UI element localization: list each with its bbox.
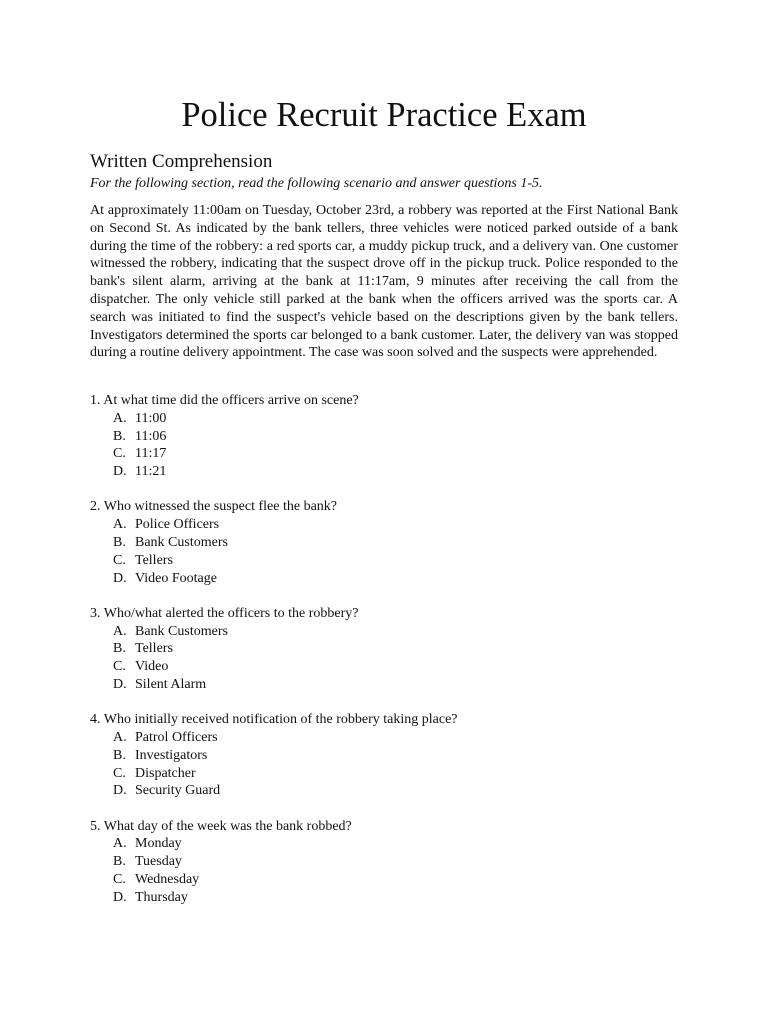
answer-option <box>90 445 678 463</box>
section-heading: Written Comprehension <box>90 151 273 172</box>
answer-option <box>90 853 678 871</box>
option-letter: C. <box>113 659 126 675</box>
option-text: Dispatcher <box>135 765 196 781</box>
answer-option <box>90 640 678 658</box>
option-letter: B. <box>113 641 126 657</box>
option-text: Tuesday <box>135 854 182 870</box>
answer-option <box>90 729 678 747</box>
option-text: Police Officers <box>135 517 220 533</box>
question-5 <box>90 818 678 907</box>
question-2 <box>90 498 678 587</box>
option-letter: C. <box>113 552 126 568</box>
answer-option <box>90 765 678 783</box>
option-letter: D. <box>113 464 127 480</box>
option-letter: B. <box>113 428 126 444</box>
option-text: Thursday <box>135 889 188 905</box>
answer-options <box>90 516 678 587</box>
section-instructions: For the following section, read the following scenario and answer questions 1-5. <box>90 176 543 191</box>
scenario-paragraph: At approximately 11:00am on Tuesday, October 23rd, a robbery was reported at the First National Bank on Second St. As indicated by the bank tellers, three vehicles were noticed parked outside of a bank during the time of the robbery: a red sports car, a muddy pickup truck, and a delivery van. One customer witnessed the robbery, indicating that the suspect drove off in the pickup truck. Police responded to the bank's silent alarm, arriving at the bank at 11:17am, 9 minutes after receiving the call from the dispatcher. The only vehicle still parked at the bank when the officers arrived was the sports car. A search was initiated to find the suspect's vehicle based on the descriptions given by the bank tellers. Investigators determined the sports car belonged to a bank customer. Later, the delivery van was stopped during a routine delivery appointment. The case was soon solved and the suspects were apprehended. <box>90 203 678 361</box>
option-text: Video <box>135 659 169 675</box>
option-text: 11:06 <box>135 428 167 444</box>
answer-option <box>90 623 678 641</box>
option-letter: A. <box>113 517 127 533</box>
answer-option <box>90 871 678 889</box>
option-text: Investigators <box>135 747 208 763</box>
question-text: 3. Who/what alerted the officers to the robbery? <box>90 605 359 621</box>
option-letter: C. <box>113 446 126 462</box>
option-text: Tellers <box>135 552 173 568</box>
question-text: 2. Who witnessed the suspect flee the bank? <box>90 499 338 515</box>
option-letter: A. <box>113 729 127 745</box>
option-text: Video Footage <box>135 570 217 586</box>
question-3 <box>90 605 678 694</box>
option-letter: D. <box>113 889 127 905</box>
answer-options <box>90 410 678 481</box>
option-text: Bank Customers <box>135 534 228 550</box>
option-text: Wednesday <box>135 871 200 887</box>
option-letter: D. <box>113 676 127 692</box>
answer-options <box>90 729 678 800</box>
answer-option <box>90 747 678 765</box>
question-list <box>90 392 678 924</box>
option-letter: C. <box>113 871 126 887</box>
answer-options <box>90 623 678 694</box>
option-text: Bank Customers <box>135 623 228 639</box>
option-text: 11:21 <box>135 464 167 480</box>
answer-option <box>90 552 678 570</box>
answer-option <box>90 782 678 800</box>
option-letter: B. <box>113 854 126 870</box>
option-text: Silent Alarm <box>135 676 207 692</box>
answer-option <box>90 463 678 481</box>
option-text: Patrol Officers <box>135 729 218 745</box>
option-letter: C. <box>113 765 126 781</box>
option-letter: A. <box>113 836 127 852</box>
answer-option <box>90 534 678 552</box>
question-4 <box>90 711 678 800</box>
answer-option <box>90 516 678 534</box>
option-text: Monday <box>135 836 182 852</box>
page-title: Police Recruit Practice Exam <box>181 96 587 134</box>
option-letter: D. <box>113 570 127 586</box>
question-text: 4. Who initially received notification of the robbery taking place? <box>90 712 458 728</box>
option-letter: B. <box>113 747 126 763</box>
option-text: 11:17 <box>135 446 167 462</box>
answer-option <box>90 676 678 694</box>
exam-page <box>90 0 678 1024</box>
answer-option <box>90 428 678 446</box>
option-letter: D. <box>113 783 127 799</box>
answer-option <box>90 658 678 676</box>
option-text: Security Guard <box>135 783 221 799</box>
answer-option <box>90 889 678 907</box>
option-letter: A. <box>113 410 127 426</box>
answer-option <box>90 570 678 588</box>
answer-option <box>90 410 678 428</box>
option-letter: A. <box>113 623 127 639</box>
question-text: 5. What day of the week was the bank robbed? <box>90 818 352 834</box>
question-text: 1. At what time did the officers arrive on scene? <box>90 393 359 408</box>
question-1 <box>90 392 678 481</box>
answer-options <box>90 835 678 906</box>
option-letter: B. <box>113 534 126 550</box>
answer-option <box>90 835 678 853</box>
option-text: Tellers <box>135 641 173 657</box>
option-text: 11:00 <box>135 410 167 426</box>
